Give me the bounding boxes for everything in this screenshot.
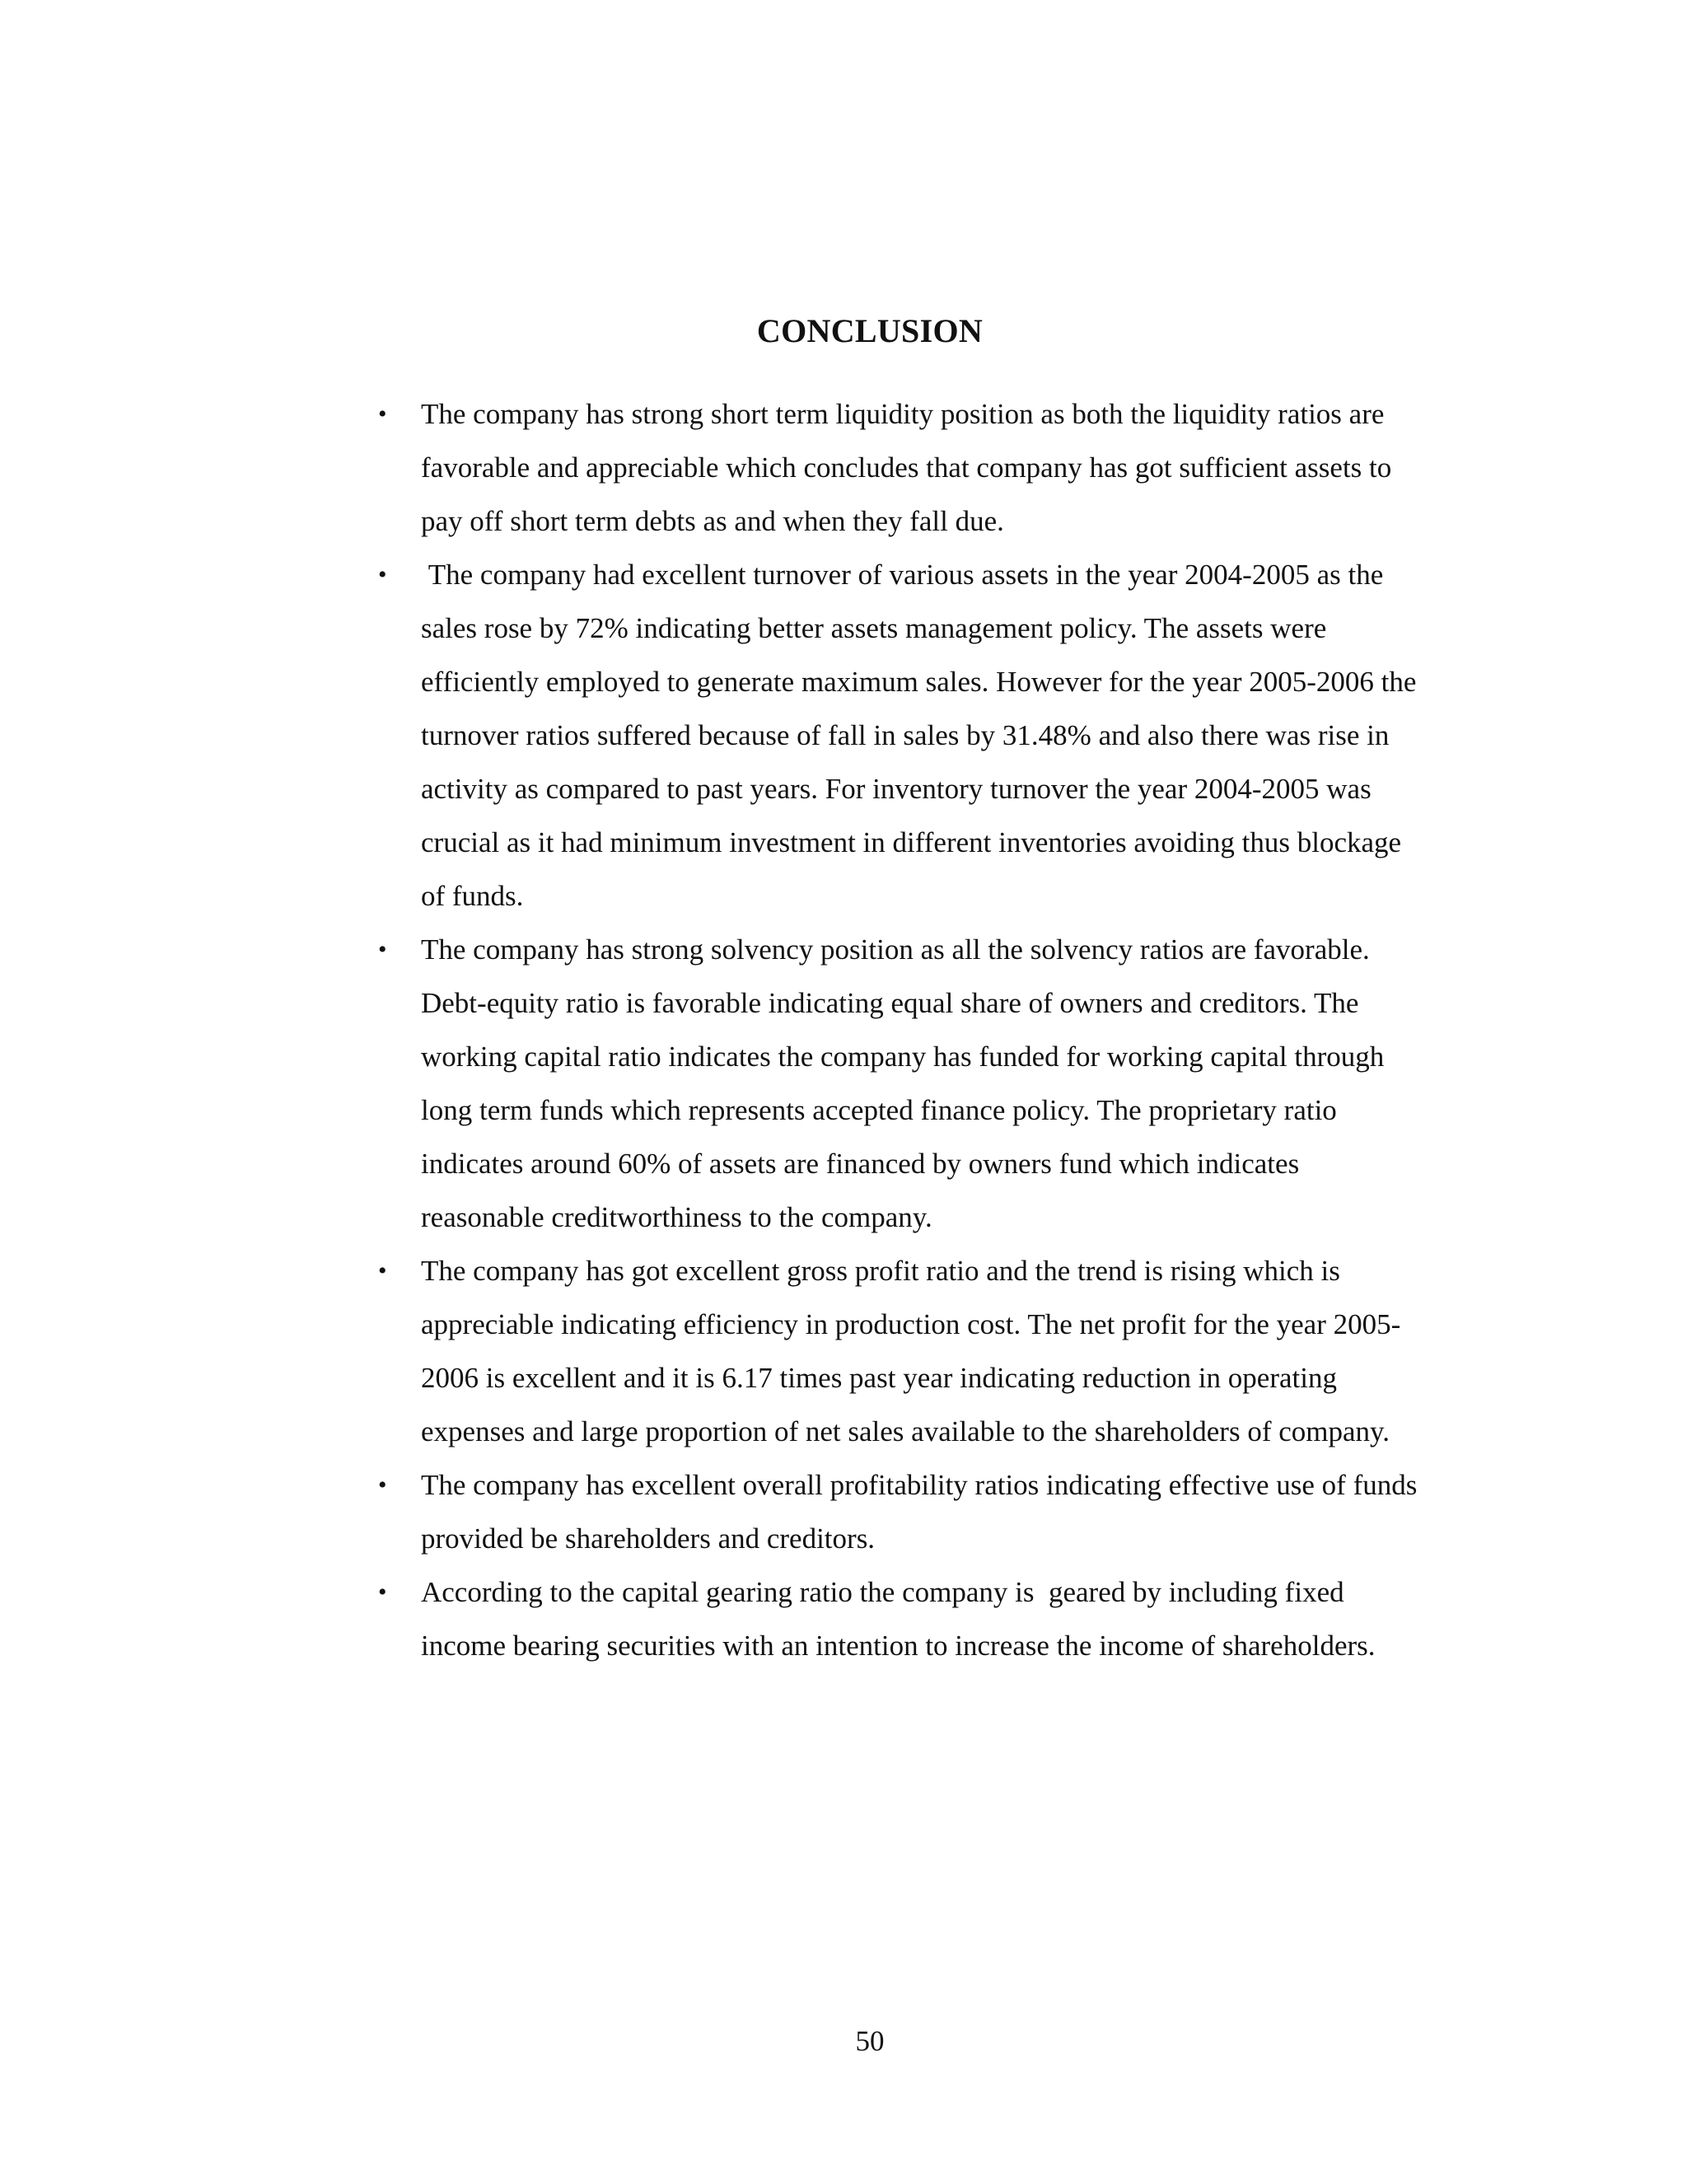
conclusion-bullet-list	[375, 387, 1424, 1672]
list-item	[375, 387, 1421, 548]
page-number: 50	[855, 2025, 885, 2057]
list-item	[375, 1244, 1421, 1458]
list-item-text: The company has strong short term liquidity position as both the liquidity ratios are favorable and appreciable which concludes that company has got sufficient assets to pay off short term debts as and when they fall due.	[421, 398, 1392, 537]
bullet-icon: •	[378, 936, 387, 963]
list-item-text: The company had excellent turnover of various assets in the year 2004-2005 as the sales rose by 72% indicating better assets management policy. The assets were efficiently employed to generate maximum sales. However for the year 2005-2006 the turnover ratios suffered because of fall in sales by 31.48% and also there was rise in activity as compared to past years. For inventory turnover the year 2004-2005 was crucial as it had minimum investment in different inventories avoiding thus blockage of funds.	[421, 559, 1424, 912]
bullet-icon: •	[378, 1257, 387, 1284]
list-item-text: The company has excellent overall profitability ratios indicating effective use of funds provided be shareholders and creditors.	[421, 1469, 1418, 1555]
list-item-text: The company has strong solvency position as all the solvency ratios are favorable. Debt-equity ratio is favorable indicating equal share of owners and creditors. The working capital ratio indicates the company has funded for working capital through long term funds which represents accepted finance policy. The proprietary ratio indicates around 60% of assets are financed by owners fund which indicates reasonable creditworthiness to the company.	[421, 933, 1385, 1233]
list-item-text: According to the capital gearing ratio the company is geared by including fixed income bearing securities with an intention to increase the income of shareholders.	[421, 1576, 1376, 1662]
list-item	[375, 1458, 1421, 1565]
bullet-icon: •	[378, 561, 387, 588]
list-item	[375, 923, 1421, 1244]
page-title: CONCLUSION	[756, 312, 984, 349]
bullet-icon: •	[378, 400, 387, 428]
list-item-text: The company has got excellent gross profit ratio and the trend is rising which is appreciable indicating efficiency in production cost. The net profit for the year 2005-2006 is excellent and it is 6.17 times past year indicating reduction in operating expenses and large proportion of net sales available to the shareholders of company.	[421, 1255, 1401, 1447]
bullet-icon: •	[378, 1578, 387, 1606]
list-item	[375, 548, 1424, 923]
list-item	[375, 1565, 1421, 1672]
bullet-icon: •	[378, 1471, 387, 1499]
